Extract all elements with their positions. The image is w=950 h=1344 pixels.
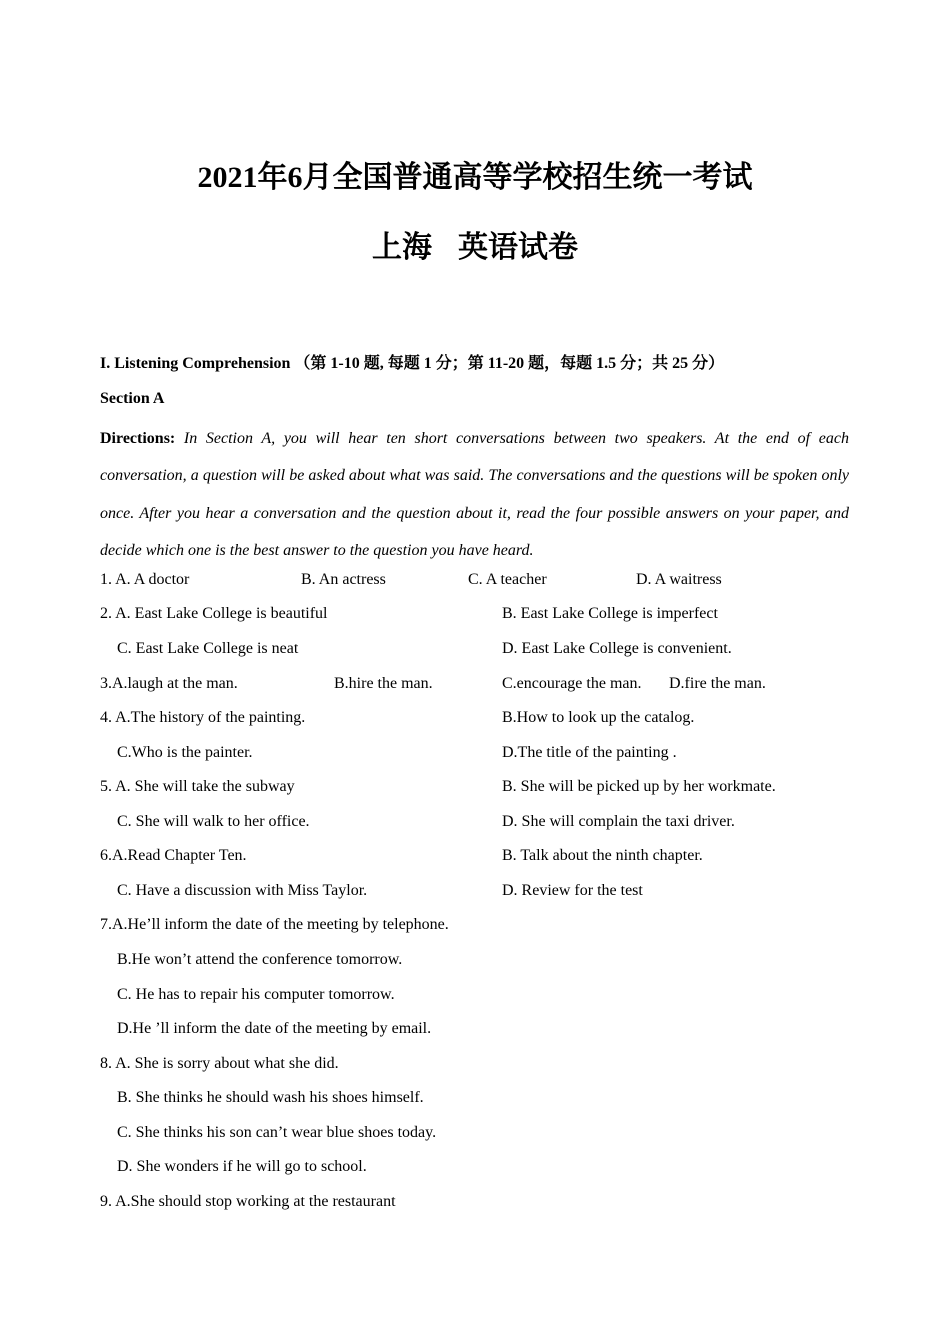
part-scoring: （第 1-10 题, 每题 1 分；第 11-20 题，每题 1.5 分；共 25 分） <box>294 355 725 372</box>
section-heading: Section A <box>100 390 165 407</box>
q7-option-a: 7.A.He’ll inform the date of the meeting by telephone. <box>100 916 449 933</box>
q1-option-b: B. An actress <box>301 571 386 588</box>
q8-option-b: B. She thinks he should wash his shoes himself. <box>117 1089 424 1106</box>
exam-subject: 英语试卷 <box>458 231 578 264</box>
q3-option-a: 3.A.laugh at the man. <box>100 675 238 692</box>
q5-option-a: 5. A. She will take the subway <box>100 778 295 795</box>
directions-text: In Section A, you will hear ten short conversations between two speakers. At the end of each conversation, a question will be asked about what was said. The conversations and the questions will be spoken only once. After you hear a conversation and the question about it, read the four possible answers on your paper, and decide which one is the best answer to the question you have heard. <box>100 430 849 559</box>
q6-option-c: C. Have a discussion with Miss Taylor. <box>117 882 368 899</box>
q7-option-b: B.He won’t attend the conference tomorrow. <box>117 951 403 968</box>
q5-option-b: B. She will be picked up by her workmate. <box>502 778 776 795</box>
q1-option-d: D. A waitress <box>636 571 722 588</box>
q4-option-a: 4. A.The history of the painting. <box>100 709 306 726</box>
q8-option-c: C. She thinks his son can’t wear blue shoes today. <box>117 1124 437 1141</box>
q6-option-a: 6.A.Read Chapter Ten. <box>100 847 247 864</box>
q8-option-d: D. She wonders if he will go to school. <box>117 1158 367 1175</box>
q2-option-b: B. East Lake College is imperfect <box>502 605 718 622</box>
q8-option-a: 8. A. She is sorry about what she did. <box>100 1055 339 1072</box>
q2-option-d: D. East Lake College is convenient. <box>502 640 732 657</box>
q3-option-b: B.hire the man. <box>334 675 433 692</box>
q3-option-c: C.encourage the man. <box>502 675 642 692</box>
q1-option-c: C. A teacher <box>468 571 547 588</box>
part-heading <box>100 354 724 374</box>
q1-option-a: 1. A. A doctor <box>100 571 190 588</box>
exam-title: 2021年6月全国普通高等学校招生统一考试 <box>197 161 753 194</box>
exam-subtitle <box>0 222 950 266</box>
q3-option-d: D.fire the man. <box>669 675 766 692</box>
directions <box>100 420 849 569</box>
q2-option-c: C. East Lake College is neat <box>117 640 299 657</box>
q5-option-d: D. She will complain the taxi driver. <box>502 813 735 830</box>
part-title: I. Listening Comprehension <box>100 355 291 372</box>
q4-option-b: B.How to look up the catalog. <box>502 709 695 726</box>
q4-option-c: C.Who is the painter. <box>117 744 253 761</box>
q7-option-d: D.He ’ll inform the date of the meeting by email. <box>117 1020 432 1037</box>
q6-option-d: D. Review for the test <box>502 882 643 899</box>
q6-option-b: B. Talk about the ninth chapter. <box>502 847 703 864</box>
q9-option-a: 9. A.She should stop working at the restaurant <box>100 1193 396 1210</box>
q5-option-c: C. She will walk to her office. <box>117 813 310 830</box>
q7-option-c: C. He has to repair his computer tomorrow. <box>117 986 395 1003</box>
directions-label: Directions: <box>100 430 176 447</box>
q4-option-d: D.The title of the painting . <box>502 744 677 761</box>
exam-region: 上海 <box>372 231 432 264</box>
q2-option-a: 2. A. East Lake College is beautiful <box>100 605 328 622</box>
